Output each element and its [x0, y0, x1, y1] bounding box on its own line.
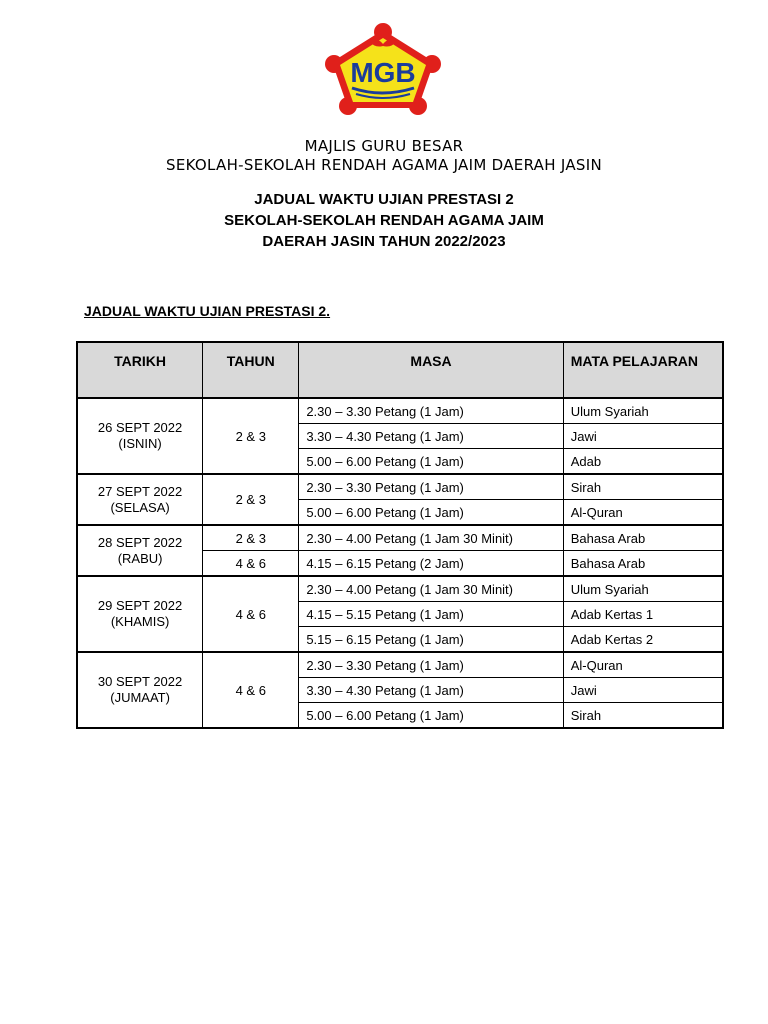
time-cell: 5.00 – 6.00 Petang (1 Jam): [299, 449, 563, 475]
time-cell: 2.30 – 3.30 Petang (1 Jam): [299, 474, 563, 500]
subject-cell: Ulum Syariah: [563, 398, 723, 424]
year-cell: 4 & 6: [203, 652, 299, 728]
exam-schedule-table: [76, 341, 724, 729]
table-body: [77, 398, 723, 728]
table-row: [77, 398, 723, 424]
date-cell: [77, 576, 203, 652]
subject-cell: Adab Kertas 1: [563, 602, 723, 627]
date-text: 28 SEPT 2022: [97, 534, 183, 550]
header-mata-pelajaran: MATA PELAJARAN: [563, 342, 723, 398]
day-text: (RABU): [117, 550, 163, 566]
subject-cell: Sirah: [563, 474, 723, 500]
year-cell: 2 & 3: [203, 474, 299, 525]
day-text: (JUMAAT): [110, 690, 170, 705]
svg-text:MGB: MGB: [350, 57, 416, 88]
org-name-line2: SEKOLAH-SEKOLAH RENDAH AGAMA JAIM DAERAH JASIN: [166, 156, 602, 174]
date-cell: [77, 398, 203, 474]
subject-cell: Sirah: [563, 703, 723, 729]
header-tarikh: TARIKH: [77, 342, 203, 398]
section-title: JADUAL WAKTU UJIAN PRESTASI 2.: [84, 303, 331, 319]
subject-cell: Adab: [563, 449, 723, 475]
org-name-line1: MAJLIS GURU BESAR: [304, 137, 464, 155]
time-cell: 4.15 – 6.15 Petang (2 Jam): [299, 551, 563, 577]
day-text: (ISNIN): [118, 436, 162, 451]
year-cell: 4 & 6: [203, 551, 299, 577]
time-cell: 2.30 – 4.00 Petang (1 Jam 30 Minit): [299, 576, 563, 602]
subject-cell: Jawi: [563, 678, 723, 703]
subject-cell: Al-Quran: [563, 652, 723, 678]
date-text: 27 SEPT 2022: [97, 483, 183, 499]
time-cell: 3.30 – 4.30 Petang (1 Jam): [299, 424, 563, 449]
subject-cell: Bahasa Arab: [563, 525, 723, 551]
subject-cell: Adab Kertas 2: [563, 627, 723, 653]
year-cell: 2 & 3: [203, 398, 299, 474]
mgb-emblem-icon: [322, 22, 444, 118]
time-cell: 2.30 – 3.30 Petang (1 Jam): [299, 398, 563, 424]
year-cell: 2 & 3: [203, 525, 299, 551]
table-row: [77, 576, 723, 602]
day-text: (KHAMIS): [110, 614, 170, 629]
subject-cell: Al-Quran: [563, 500, 723, 526]
doc-title-line2: SEKOLAH-SEKOLAH RENDAH AGAMA JAIM: [224, 212, 544, 229]
time-cell: 2.30 – 3.30 Petang (1 Jam): [299, 652, 563, 678]
doc-title-line3: DAERAH JASIN TAHUN 2022/2023: [262, 233, 506, 250]
date-text: 29 SEPT 2022: [97, 598, 183, 613]
time-cell: 2.30 – 4.00 Petang (1 Jam 30 Minit): [299, 525, 563, 551]
subject-cell: Jawi: [563, 424, 723, 449]
time-cell: 5.15 – 6.15 Petang (1 Jam): [299, 627, 563, 653]
table-header-row: [77, 342, 723, 398]
subject-cell: Ulum Syariah: [563, 576, 723, 602]
time-cell: 5.00 – 6.00 Petang (1 Jam): [299, 703, 563, 729]
date-text: 26 SEPT 2022: [97, 420, 183, 435]
time-cell: 4.15 – 5.15 Petang (1 Jam): [299, 602, 563, 627]
header-masa: MASA: [299, 342, 563, 398]
subject-cell: Bahasa Arab: [563, 551, 723, 577]
table-row: [77, 525, 723, 551]
date-cell: [77, 474, 203, 525]
day-text: (SELASA): [110, 499, 170, 515]
date-text: 30 SEPT 2022: [97, 674, 183, 689]
date-cell: [77, 652, 203, 728]
table-row: [77, 652, 723, 678]
header-tahun: TAHUN: [203, 342, 299, 398]
year-cell: 4 & 6: [203, 576, 299, 652]
time-cell: 5.00 – 6.00 Petang (1 Jam): [299, 500, 563, 526]
table-row: [77, 474, 723, 500]
mgb-logo: [322, 22, 444, 118]
date-cell: [77, 525, 203, 576]
doc-title-line1: JADUAL WAKTU UJIAN PRESTASI 2: [254, 191, 514, 208]
time-cell: 3.30 – 4.30 Petang (1 Jam): [299, 678, 563, 703]
